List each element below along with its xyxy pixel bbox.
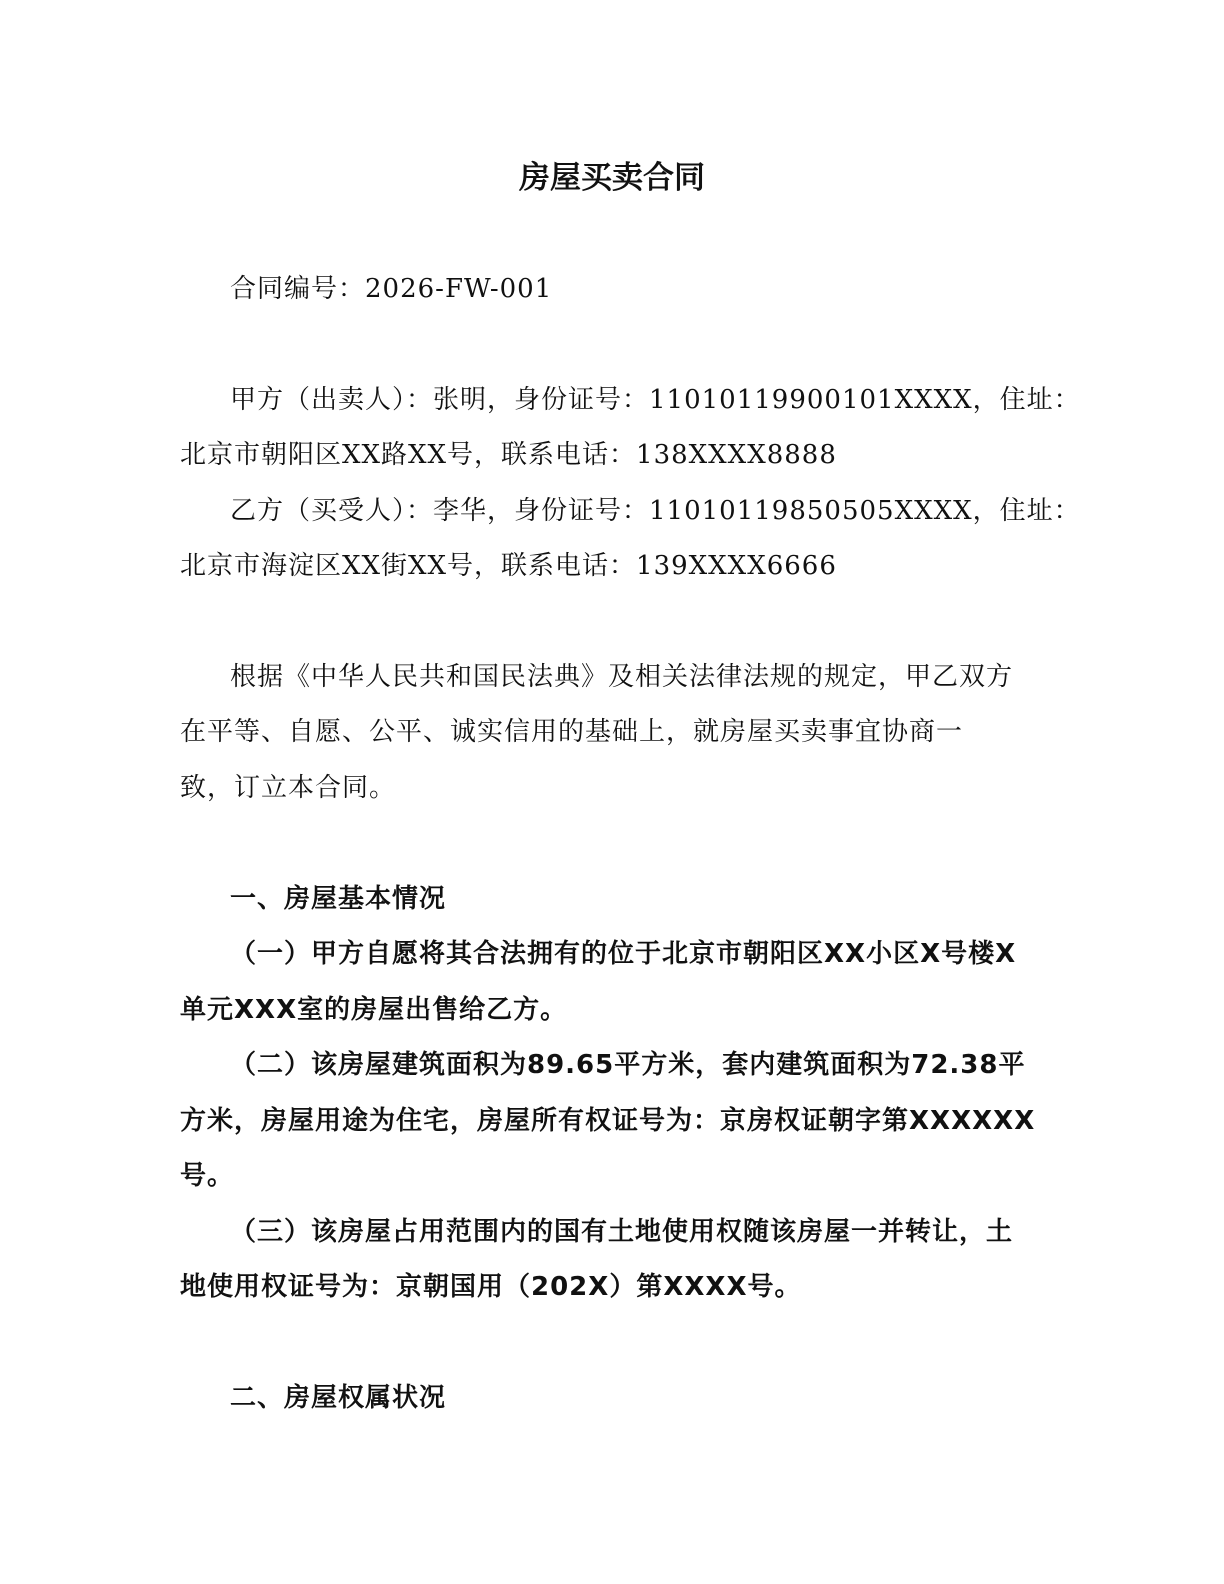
contract-number: 合同编号：2026-FW-001 [230, 274, 553, 304]
item-1-line-1: （一）甲方自愿将其合法拥有的位于北京市朝阳区XX小区X号楼X [230, 939, 1017, 969]
item-1-line-2: 单元XXX室的房屋出售给乙方。 [180, 995, 568, 1025]
preamble-line-2: 在平等、自愿、公平、诚实信用的基础上，就房屋买卖事宜协商一 [180, 717, 964, 747]
item-3-line-2: 地使用权证号为：京朝国用（202X）第XXXX号。 [180, 1272, 802, 1302]
preamble-line-1: 根据《中华人民共和国民法典》及相关法律法规的规定，甲乙双方 [230, 662, 1014, 692]
item-2-line-3: 号。 [180, 1161, 235, 1191]
party-b-line-1: 乙方（买受人）：李华，身份证号：11010119850505XXXX，住址： [230, 496, 1081, 526]
party-b-line-2: 北京市海淀区XX街XX号，联系电话：139XXXX6666 [180, 551, 837, 581]
party-a-line-2: 北京市朝阳区XX路XX号，联系电话：138XXXX8888 [180, 440, 837, 470]
preamble-line-3: 致，订立本合同。 [180, 773, 397, 803]
item-2-line-1: （二）该房屋建筑面积为89.65平方米，套内建筑面积为72.38平 [230, 1050, 1026, 1080]
item-3-line-1: （三）该房屋占用范围内的国有土地使用权随该房屋一并转让，土 [230, 1217, 1014, 1247]
section-2-heading: 二、房屋权属状况 [230, 1383, 447, 1413]
party-a-line-1: 甲方（出卖人）：张明，身份证号：11010119900101XXXX，住址： [230, 385, 1081, 415]
document-title: 房屋买卖合同 [519, 160, 705, 196]
section-1-heading: 一、房屋基本情况 [230, 884, 447, 914]
item-2-line-2: 方米，房屋用途为住宅，房屋所有权证号为：京房权证朝字第XXXXXX [180, 1106, 1036, 1136]
